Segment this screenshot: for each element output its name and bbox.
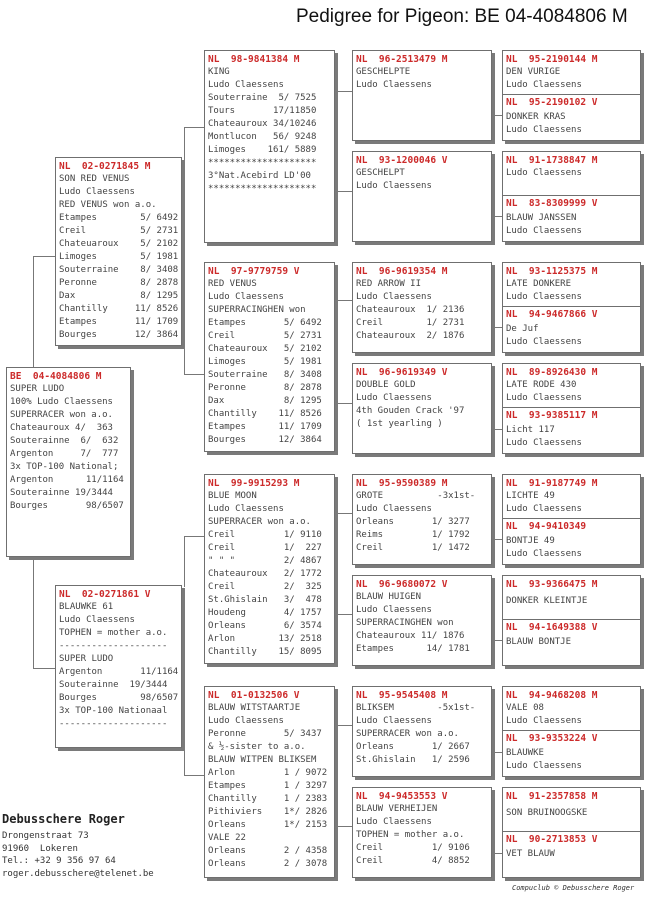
pigeon-info-line: Etampes 11/ 1709 <box>208 422 322 432</box>
pigeon-ring-number: NL 89-8926430 M <box>506 367 598 378</box>
pigeon-ring-number: NL 91-1738847 M <box>506 155 598 166</box>
sire-card[interactable] <box>55 157 182 346</box>
pigeon-info-line: Bourges 98/6507 <box>59 693 179 703</box>
connector-line <box>336 513 352 514</box>
pigeon-info-line: VALE 22 <box>208 833 246 843</box>
pigeon-info-line: St.Ghislain 3/ 478 <box>208 595 322 605</box>
gen5-pair-card <box>502 50 641 141</box>
pigeon-ring-number: NL 91-2357858 M <box>506 791 598 802</box>
pigeon-info-line: Orleans 2 / 4358 <box>208 846 328 856</box>
pigeon-info-line: Orleans 1*/ 2153 <box>208 820 328 830</box>
pigeon-name: BLAUW JANSSEN <box>506 213 577 223</box>
pigeon-breeder: Ludo Claessens <box>506 504 582 514</box>
pigeon-breeder: Ludo Claessens <box>208 504 284 514</box>
pigeon-breeder: Ludo Claessens <box>506 438 582 448</box>
pigeon-info-line: Souterraine 5/ 7525 <box>208 93 317 103</box>
pigeon-breeder: Ludo Claessens <box>506 292 582 302</box>
pigeon-breeder: Ludo Claessens <box>356 605 432 615</box>
ancestor-entry[interactable] <box>506 732 637 773</box>
connector-line <box>184 745 185 775</box>
pigeon-name: RED ARROW II <box>356 279 422 289</box>
pigeon-info-line: Chateauroux 2/ 1876 <box>356 331 465 341</box>
pigeon-ring-number: NL 96-9680072 V <box>356 579 448 590</box>
pigeon-info-line: 3x TOP-100 Nationaal <box>59 706 168 716</box>
pigeon-info-line: Orleans 1/ 2667 <box>356 742 470 752</box>
gen5-pair-card <box>502 474 641 565</box>
pigeon-info-line: Creil 2/ 325 <box>208 582 322 592</box>
pigeon-breeder: Ludo Claessens <box>356 181 432 191</box>
pigeon-name: DOUBLE GOLD <box>356 380 416 390</box>
pigeon-info-line: Chateauroux 11/ 1876 <box>356 631 465 641</box>
ancestor-entry[interactable] <box>506 520 637 561</box>
ancestor-entry[interactable] <box>506 96 637 137</box>
connector-line <box>336 91 337 191</box>
pigeon-info-line: BLAUW WITPEN BLIKSEM <box>208 755 317 765</box>
connector-line <box>492 176 493 216</box>
ancestor-entry[interactable] <box>506 366 637 405</box>
pigeon-info-line: Pithiviers 1*/ 2826 <box>208 807 328 817</box>
connector-line <box>336 403 352 404</box>
pigeon-info-line: Chateuaroux 5/ 2102 <box>59 239 179 249</box>
pigeon-info-line: Creil 1/ 9106 <box>356 843 470 853</box>
pigeon-name: GROTE -3x1st- <box>356 491 476 501</box>
connector-line <box>336 300 337 403</box>
pigeon-ring-number: NL 97-9779759 V <box>208 266 300 277</box>
owner-city: 91960 Lokeren <box>2 843 78 854</box>
pigeon-ring-number: NL 94-9410349 <box>506 521 587 532</box>
divider <box>503 407 640 408</box>
pigeon-breeder: Ludo Claessens <box>208 80 284 90</box>
pigeon-info-line: Creil 4/ 8852 <box>356 856 470 866</box>
pigeon-info-line: Peronne 8/ 2878 <box>59 278 179 288</box>
pigeon-info-line: Montlucon 56/ 9248 <box>208 132 317 142</box>
pigeon-name: BLAUW WITSTAARTJE <box>208 703 301 713</box>
pigeon-ring-number: NL 93-9353224 V <box>506 733 598 744</box>
connector-line <box>492 389 493 429</box>
pigeon-breeder: Ludo Claessens <box>356 80 432 90</box>
gen5-pair-card <box>502 262 641 353</box>
pigeon-breeder: Ludo Claessens <box>506 125 582 135</box>
page-title: Pedigree for Pigeon: BE 04-4084806 M <box>296 6 628 27</box>
grandparent-card[interactable] <box>204 474 335 664</box>
pigeon-info-line: Dax 8/ 1295 <box>208 396 322 406</box>
connector-line <box>184 536 185 587</box>
great-grandparent-card[interactable] <box>352 151 492 242</box>
pigeon-info-line: -------------------- <box>59 641 168 651</box>
ancestor-entry[interactable] <box>506 154 637 180</box>
pigeon-ring-number: NL 94-1649388 V <box>506 622 598 633</box>
connector-line <box>33 256 55 257</box>
pigeon-ring-number: NL 95-9590389 M <box>356 478 448 489</box>
owner-info <box>2 812 262 880</box>
connector-line <box>336 91 352 92</box>
pigeon-name: BLAUWKE <box>506 748 544 758</box>
pigeon-name: BLUE MOON <box>208 491 257 501</box>
pigeon-breeder: Ludo Claessens <box>59 615 135 625</box>
software-credit: Compuclub © Debusschere Roger <box>512 884 635 892</box>
pigeon-info-line: SUPERRACINGHEN won <box>356 618 454 628</box>
pigeon-name: DONKER KRAS <box>506 112 566 122</box>
pigeon-ring-number: NL 95-9545408 M <box>356 690 448 701</box>
pigeon-ring-number: NL 83-8309999 V <box>506 198 598 209</box>
pigeon-info-line: Argenton 11/1164 <box>10 475 124 485</box>
pigeon-ring-number: NL 96-9619349 V <box>356 367 448 378</box>
gen5-pair-card <box>502 575 641 666</box>
pigeon-info-line: Chantilly 11/ 8526 <box>208 409 322 419</box>
pigeon-ring-number: NL 93-1125375 M <box>506 266 598 277</box>
connector-line <box>184 127 185 161</box>
pigeon-info-line: Souterraine 8/ 3408 <box>59 265 179 275</box>
great-grandparent-card[interactable] <box>352 50 492 141</box>
subject-pigeon-card[interactable] <box>6 367 131 557</box>
connector-line <box>184 775 204 776</box>
pigeon-info-line: Creil 1/ 227 <box>208 543 322 553</box>
pigeon-ring-number: NL 99-9915293 M <box>208 478 300 489</box>
pigeon-info-line: SUPERRACER won a.o. <box>356 729 459 739</box>
pigeon-ring-number: NL 93-1200046 V <box>356 155 448 166</box>
pigeon-ring-number: NL 02-0271861 V <box>59 589 151 600</box>
pigeon-name: VALE 08 <box>506 703 544 713</box>
pigeon-info-line: Arlon 1 / 9072 <box>208 768 328 778</box>
ancestor-entry[interactable] <box>506 53 637 92</box>
connector-line <box>336 191 352 192</box>
pigeon-info-line: Chateauroux 4/ 363 <box>10 423 113 433</box>
pigeon-breeder: Ludo Claessens <box>506 716 582 726</box>
pigeon-name: GESCHELPTE <box>356 67 411 77</box>
pigeon-ring-number: NL 93-9385117 M <box>506 410 598 421</box>
pigeon-name: GESCHELPT <box>356 168 405 178</box>
connector-line <box>492 287 493 327</box>
pigeon-info-line: Argenton 11/1164 <box>59 667 179 677</box>
pigeon-info-line: Etampes 14/ 1781 <box>356 644 470 654</box>
gen5-pair-card <box>502 363 641 454</box>
pigeon-breeder: Ludo Claessens <box>356 716 432 726</box>
pigeon-breeder: Ludo Claessens <box>356 817 432 827</box>
pigeon-breeder: Ludo Claessens <box>506 80 582 90</box>
pigeon-name: De Juf <box>506 324 539 334</box>
pigeon-name: BLAUW BONTJE <box>506 637 572 647</box>
pigeon-info-line: Etampes 5/ 6492 <box>59 213 179 223</box>
divider <box>503 195 640 196</box>
pigeon-ring-number: NL 96-9619354 M <box>356 266 448 277</box>
connector-line <box>336 513 337 614</box>
pigeon-breeder: Ludo Claessens <box>356 393 432 403</box>
pigeon-info-line: -------------------- <box>59 719 168 729</box>
connector-line <box>492 75 493 115</box>
pigeon-info-line: 4th Gouden Crack '97 <box>356 406 465 416</box>
connector-line <box>33 256 34 368</box>
pigeon-breeder: 100% Ludo Claessens <box>10 397 113 407</box>
pigeon-name: SUPER LUDO <box>10 384 65 394</box>
pigeon-ring-number: NL 90-2713853 V <box>506 834 598 845</box>
pigeon-name: DONKER KLEINTJE <box>506 596 588 606</box>
ancestor-entry[interactable] <box>506 409 637 450</box>
pigeon-info-line: Limoges 161/ 5889 <box>208 145 317 155</box>
connector-line <box>336 300 352 301</box>
pigeon-info-line: Argenton 7/ 777 <box>10 449 119 459</box>
connector-line <box>492 812 493 853</box>
pigeon-info-line: Bourges 98/6507 <box>10 501 124 511</box>
gen5-pair-card <box>502 787 641 878</box>
pigeon-info-line: Peronne 5/ 3437 <box>208 729 322 739</box>
pigeon-info-line: ******************** <box>208 184 317 194</box>
pigeon-info-line: Chantilly 1 / 2383 <box>208 794 328 804</box>
connector-line <box>336 826 352 827</box>
pigeon-info-line: Chantilly 15/ 8095 <box>208 647 322 657</box>
owner-phone: Tel.: +32 9 356 97 64 <box>2 856 116 866</box>
owner-name: Debusschere Roger <box>2 812 125 826</box>
great-grandparent-card[interactable] <box>352 575 492 666</box>
connector-line <box>336 614 352 615</box>
pigeon-info-line: Orleans 1/ 3277 <box>356 517 470 527</box>
gen5-pair-card <box>502 151 641 242</box>
pigeon-info-line: Tours 17/11850 <box>208 106 317 116</box>
connector-line <box>184 374 204 375</box>
pigeon-info-line: Arlon 13/ 2518 <box>208 634 322 644</box>
ancestor-entry[interactable] <box>506 477 637 516</box>
connector-line <box>492 497 493 539</box>
connector-line <box>336 725 352 726</box>
pigeon-name: BONTJE 49 <box>506 536 555 546</box>
divider <box>503 831 640 832</box>
pigeon-info-line: Creil 1/ 2731 <box>356 318 465 328</box>
pigeon-info-line: 3x TOP-100 National; <box>10 462 119 472</box>
pigeon-info-line: Creil 5/ 2731 <box>208 331 322 341</box>
owner-address: Drongenstraat 73 <box>2 831 89 841</box>
pigeon-ring-number: NL 94-9453553 V <box>356 791 448 802</box>
ancestor-entry[interactable] <box>506 197 637 238</box>
pigeon-name: SON RED VENUS <box>59 174 130 184</box>
pigeon-breeder: Ludo Claessens <box>506 337 582 347</box>
dam-card[interactable] <box>55 585 182 748</box>
pigeon-info-line: Orleans 6/ 3574 <box>208 621 322 631</box>
pigeon-ring-number: NL 95-2190144 M <box>506 54 598 65</box>
pigeon-info-line: " " " 2/ 4867 <box>208 556 322 566</box>
pigeon-ring-number: NL 93-9366475 M <box>506 579 598 590</box>
pigeon-ring-number: NL 01-0132506 V <box>208 690 300 701</box>
pigeon-name: BLAUW HUIGEN <box>356 592 422 602</box>
pigeon-ring-number: BE 04-4084806 M <box>10 371 102 382</box>
pigeon-info-line: Peronne 8/ 2878 <box>208 383 322 393</box>
connector-line <box>184 536 204 537</box>
pigeon-name: KING <box>208 67 230 77</box>
great-grandparent-card[interactable] <box>352 686 492 777</box>
pigeon-name: RED VENUS <box>208 279 257 289</box>
divider <box>503 730 640 731</box>
pigeon-name: LICHTE 49 <box>506 491 555 501</box>
pigeon-info-line: TOPHEN = mother a.o. <box>59 628 168 638</box>
connector-line <box>336 725 337 826</box>
pigeon-breeder: Ludo Claessens <box>506 761 582 771</box>
pigeon-info-line: Bourges 12/ 3864 <box>208 435 322 445</box>
ancestor-entry[interactable] <box>506 621 637 649</box>
pigeon-info-line: Creil 5/ 2731 <box>59 226 179 236</box>
pigeon-breeder: Ludo Claessens <box>59 187 135 197</box>
pigeon-info-line: & ½-sister to a.o. <box>208 742 306 752</box>
pigeon-ring-number: NL 91-9187749 M <box>506 478 598 489</box>
owner-email[interactable]: roger.debusschere@telenet.be <box>2 868 154 879</box>
pigeon-info-line: Chateauroux 2/ 1772 <box>208 569 322 579</box>
pigeon-breeder: Ludo Claessens <box>208 716 284 726</box>
pigeon-name: LATE RODE 430 <box>506 380 577 390</box>
pigeon-info-line: Souterainne 6/ 632 <box>10 436 119 446</box>
connector-line <box>184 344 185 374</box>
pigeon-name: Licht 117 <box>506 425 555 435</box>
ancestor-entry[interactable] <box>506 790 637 820</box>
pigeon-info-line: Orleans 2 / 3078 <box>208 859 328 869</box>
pigeon-breeder: Ludo Claessens <box>506 549 582 559</box>
ancestor-entry[interactable] <box>506 689 637 728</box>
pigeon-info-line: Chateauroux 1/ 2136 <box>356 305 465 315</box>
divider <box>503 518 640 519</box>
pigeon-breeder: Ludo Claessens <box>208 292 284 302</box>
pigeon-ring-number: NL 96-2513479 M <box>356 54 448 65</box>
connector-line <box>492 598 493 640</box>
pigeon-name: BLIKSEM -5x1st- <box>356 703 476 713</box>
pigeon-info-line: Etampes 5/ 6492 <box>208 318 322 328</box>
pigeon-name: BLAUWKE 61 <box>59 602 114 612</box>
gen5-pair-card <box>502 686 641 777</box>
pigeon-info-line: Chantilly 11/ 8526 <box>59 304 179 314</box>
great-grandparent-card[interactable] <box>352 474 492 565</box>
grandparent-card[interactable] <box>204 262 335 452</box>
ancestor-entry[interactable] <box>506 833 637 861</box>
pigeon-name: BLAUW VERHEIJEN <box>356 804 438 814</box>
pigeon-info-line: SUPER LUDO <box>59 654 114 664</box>
pigeon-breeder: Ludo Claessens <box>356 504 432 514</box>
divider <box>503 94 640 95</box>
pigeon-info-line: Creil 1/ 1472 <box>356 543 470 553</box>
connector-line <box>492 710 493 752</box>
great-grandparent-card[interactable] <box>352 787 492 878</box>
pigeon-name: VET BLAUW <box>506 849 555 859</box>
pigeon-info-line: TOPHEN = mother a.o. <box>356 830 465 840</box>
pigeon-info-line: Bourges 12/ 3864 <box>59 330 179 340</box>
divider <box>503 619 640 620</box>
pigeon-info-line: Reims 1/ 1792 <box>356 530 470 540</box>
pigeon-info-line: SUPERRACER won a.o. <box>10 410 113 420</box>
pigeon-info-line: Creil 1/ 9110 <box>208 530 322 540</box>
ancestor-entry[interactable] <box>506 578 637 608</box>
pigeon-info-line: Etampes 11/ 1709 <box>59 317 179 327</box>
pigeon-ring-number: NL 02-0271845 M <box>59 161 151 172</box>
pigeon-breeder: Ludo Claessens <box>356 292 432 302</box>
pigeon-info-line: ( 1st yearling ) <box>356 419 443 429</box>
pigeon-name: DEN VURIGE <box>506 67 561 77</box>
ancestor-entry[interactable] <box>506 265 637 304</box>
pigeon-ring-number: NL 98-9841384 M <box>208 54 300 65</box>
pigeon-info-line: RED VENUS won a.o. <box>59 200 157 210</box>
pigeon-info-line: Etampes 1 / 3297 <box>208 781 328 791</box>
pigeon-info-line: 3°Nat.Acebird LD'00 <box>208 171 311 181</box>
pigeon-ring-number: NL 94-9467866 V <box>506 309 598 320</box>
pigeon-info-line: Souterainne 19/3444 <box>59 680 168 690</box>
pigeon-info-line: Souterainne 19/3444 <box>10 488 113 498</box>
pigeon-name: SON BRUINOOGSKE <box>506 808 588 818</box>
divider <box>503 306 640 307</box>
great-grandparent-card[interactable] <box>352 262 492 353</box>
pigeon-info-line: SUPERRACINGHEN won <box>208 305 306 315</box>
connector-line <box>33 556 34 668</box>
pigeon-ring-number: NL 94-9468208 M <box>506 690 598 701</box>
pigeon-info-line: Houdeng 4/ 1757 <box>208 608 322 618</box>
grandparent-card[interactable] <box>204 50 335 243</box>
pigeon-info-line: Souterraine 8/ 3408 <box>208 370 322 380</box>
pigeon-info-line: St.Ghislain 1/ 2596 <box>356 755 470 765</box>
pigeon-name: LATE DONKERE <box>506 279 572 289</box>
pigeon-breeder: Ludo Claessens <box>506 226 582 236</box>
pigeon-breeder: Ludo Claessens <box>506 168 582 178</box>
pigeon-info-line: Limoges 5/ 1981 <box>208 357 322 367</box>
pigeon-breeder: Ludo Claessens <box>506 393 582 403</box>
pigeon-info-line: Limoges 5/ 1981 <box>59 252 179 262</box>
pigeon-info-line: Chateauroux 5/ 2102 <box>208 344 322 354</box>
ancestor-entry[interactable] <box>506 308 637 349</box>
connector-line <box>33 668 55 669</box>
pigeon-ring-number: NL 95-2190102 V <box>506 97 598 108</box>
pigeon-info-line: SUPERRACER won a.o. <box>208 517 311 527</box>
pigeon-info-line: ******************** <box>208 158 317 168</box>
pigeon-info-line: Dax 8/ 1295 <box>59 291 179 301</box>
pigeon-info-line: Chateauroux 34/10246 <box>208 119 317 129</box>
great-grandparent-card[interactable] <box>352 363 492 454</box>
connector-line <box>184 127 204 128</box>
